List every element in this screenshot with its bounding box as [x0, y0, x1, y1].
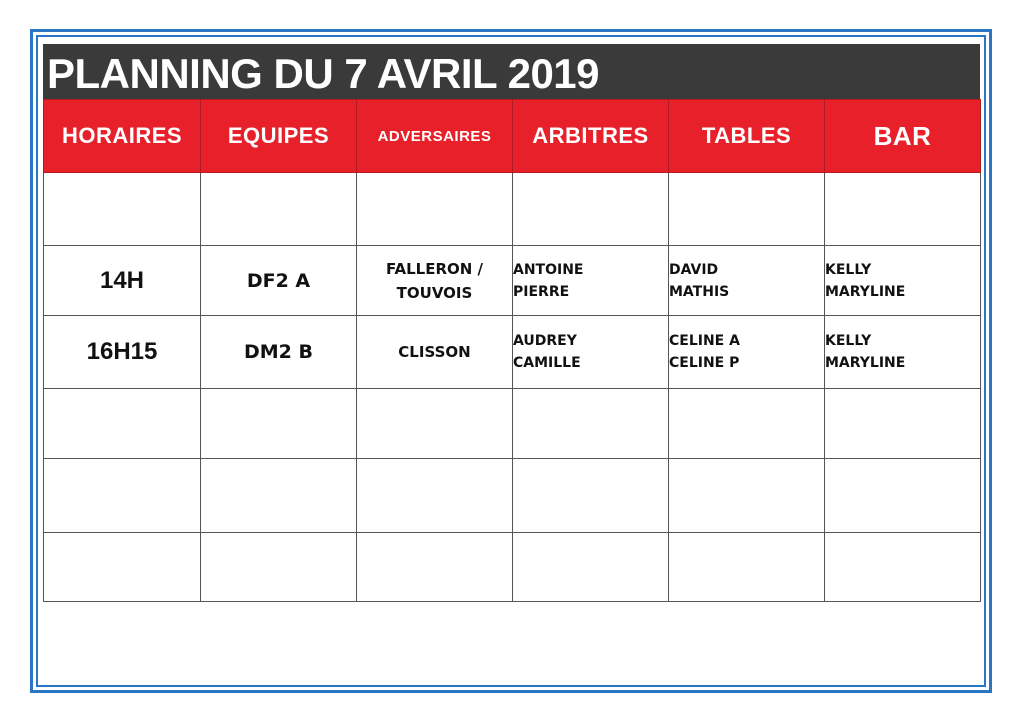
table-row [44, 246, 981, 316]
header-equipes: EQUIPES [201, 100, 357, 173]
adversaire-line: TOUVOIS [396, 283, 473, 302]
cell-arbitres [513, 316, 669, 389]
title-bar [43, 44, 980, 99]
bar-name: KELLY [825, 333, 872, 349]
cell-horaire [44, 389, 201, 459]
cell-equipe [201, 173, 357, 246]
table-row [44, 389, 981, 459]
cell-bar [825, 316, 981, 389]
cell-adversaires [357, 459, 513, 533]
cell-horaire: 16H15 [44, 316, 201, 389]
table-name: MATHIS [669, 283, 730, 300]
header-tables: TABLES [669, 100, 825, 173]
header-adversaires: ADVERSAIRES [357, 100, 513, 173]
planning-table [43, 99, 981, 602]
cell-tables [669, 173, 825, 246]
adversaire-line: CLISSON [398, 343, 471, 361]
arbitre-name: ANTOINE [513, 261, 584, 278]
cell-horaire: 14H [44, 246, 201, 316]
table-row [44, 459, 981, 533]
cell-tables [669, 246, 825, 316]
cell-adversaires [357, 533, 513, 602]
cell-tables [669, 459, 825, 533]
header-bar: BAR [825, 100, 981, 173]
header-arbitres: ARBITRES [513, 100, 669, 173]
cell-adversaires [357, 246, 513, 316]
arbitre-name: PIERRE [513, 283, 570, 300]
header-horaires: HORAIRES [44, 100, 201, 173]
cell-adversaires [357, 389, 513, 459]
cell-arbitres [513, 173, 669, 246]
cell-bar [825, 173, 981, 246]
table-row [44, 173, 981, 246]
cell-bar [825, 459, 981, 533]
cell-equipe: DF2 A [201, 246, 357, 316]
cell-horaire [44, 533, 201, 602]
page-title: PLANNING DU 7 AVRIL 2019 [47, 50, 600, 97]
cell-equipe [201, 459, 357, 533]
cell-equipe [201, 389, 357, 459]
bar-name: KELLY [825, 261, 872, 278]
table-row [44, 533, 981, 602]
cell-equipe: DM2 B [201, 316, 357, 389]
cell-tables [669, 316, 825, 389]
table-name: DAVID [669, 261, 719, 278]
cell-arbitres [513, 246, 669, 316]
cell-arbitres [513, 459, 669, 533]
cell-bar [825, 533, 981, 602]
arbitre-name: CAMILLE [513, 355, 581, 371]
cell-equipe [201, 533, 357, 602]
table-name: CELINE P [669, 355, 740, 371]
cell-bar [825, 246, 981, 316]
cell-tables [669, 533, 825, 602]
table-row [44, 316, 981, 389]
bar-name: MARYLINE [825, 283, 906, 300]
arbitre-name: AUDREY [513, 333, 577, 349]
cell-arbitres [513, 389, 669, 459]
cell-horaire [44, 173, 201, 246]
cell-arbitres [513, 533, 669, 602]
cell-adversaires [357, 173, 513, 246]
cell-tables [669, 389, 825, 459]
table-name: CELINE A [669, 333, 740, 349]
header-row [44, 100, 981, 173]
bar-name: MARYLINE [825, 355, 906, 371]
cell-adversaires [357, 316, 513, 389]
cell-horaire [44, 459, 201, 533]
cell-bar [825, 389, 981, 459]
adversaire-line: FALLERON / [385, 259, 484, 278]
